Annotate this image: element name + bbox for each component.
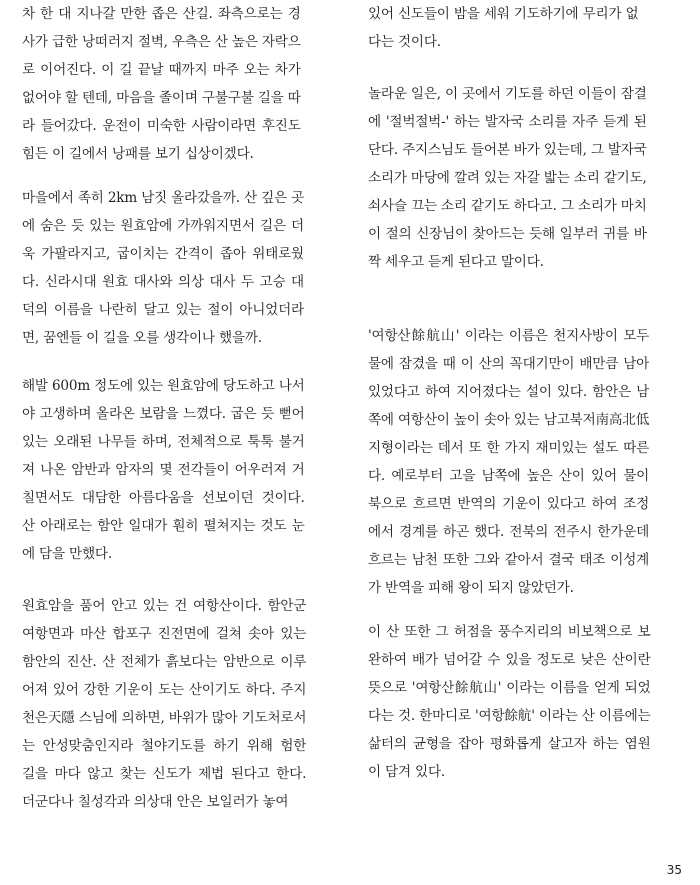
text-line: 놀라운 일은, 이 곳에서 기도를 하던 이들이 잠결 <box>368 86 647 102</box>
text-line: '여항산餘航山' 이라는 이름은 천지사방이 모두 <box>368 328 650 344</box>
text-line: 차 한 대 지나갈 만한 좁은 산길. 좌측으로는 경 <box>22 6 301 22</box>
paragraph <box>22 184 304 352</box>
text-line: 해발 600m 정도에 있는 원효암에 당도하고 나서 <box>22 378 305 394</box>
text-line: 소리가 마당에 깔려 있는 자갈 밟는 소리 같기도, <box>368 170 647 186</box>
text-line: 삶터의 균형을 잡아 평화롭게 살고자 하는 염원 <box>368 736 651 752</box>
text-line: 다는 것. 한마디로 '여항餘航' 이라는 산 이름에는 <box>368 708 651 724</box>
text-line: 로 이어진다. 이 길 끝날 때까지 마주 오는 차가 <box>22 62 301 78</box>
text-line: 다. 예로부터 고을 남쪽에 높은 산이 있어 물이 <box>368 468 650 484</box>
paragraph <box>368 80 647 276</box>
text-line: 여항면과 마산 합포구 진전면에 걸쳐 솟아 있는 <box>22 626 307 642</box>
text-line: 힘든 이 길에서 낭패를 보기 십상이겠다. <box>22 146 254 162</box>
text-line: 이 산 또한 그 허점을 풍수지리의 비보책으로 보 <box>368 624 651 640</box>
text-line: 는 안성맞춤인지라 철야기도를 하기 위해 험한 <box>22 738 307 754</box>
text-line: 있는 오래된 나무들 하며, 전체적으로 툭툭 불거 <box>22 434 305 450</box>
text-line: 흐르는 남천 또한 그와 같아서 결국 태조 이성계 <box>368 552 650 568</box>
paragraph <box>368 618 651 786</box>
text-line: 가 반역을 피해 왕이 되지 않았던가. <box>368 580 574 596</box>
text-line: 쇠사슬 끄는 소리 같기도 하다고. 그 소리가 마치 <box>368 198 647 214</box>
page-number: 35 <box>666 863 682 877</box>
text-line: 북으로 흐르면 반역의 기운이 있다고 하여 조정 <box>368 496 650 512</box>
text-line: 다는 것이다. <box>368 34 441 50</box>
text-line: 다. 신라시대 원효 대사와 의상 대사 두 고승 대 <box>22 274 304 290</box>
text-line: 면, 꿈엔들 이 길을 오를 생각이나 했을까. <box>22 330 262 346</box>
text-line: 단다. 주지스님도 들어본 바가 있는데, 그 발자국 <box>368 142 647 158</box>
text-line: 쪽에 여항산이 높이 솟아 있는 남고북저南高北低 <box>368 412 650 428</box>
paragraph <box>368 322 649 602</box>
text-line: 천은天隱 스님에 의하면, 바위가 많아 기도처로서 <box>22 710 307 726</box>
text-line: 길을 마다 않고 찾는 신도가 제법 된다고 한다. <box>22 766 307 782</box>
text-line: 지형이라는 데서 또 한 가지 재미있는 설도 따른 <box>368 440 650 456</box>
text-line: 없어야 할 텐데, 마음을 졸이며 구불구불 길을 따 <box>22 90 301 106</box>
text-line: 어져 있어 강한 기운이 도는 산이기도 하다. 주지 <box>22 682 307 698</box>
paragraph <box>22 372 305 568</box>
text-line: 져 나온 암반과 암자의 몇 전각들이 어우러져 거 <box>22 462 305 478</box>
text-line: 이 절의 신장님이 찾아드는 듯해 일부러 귀를 바 <box>368 226 647 242</box>
text-line: 짝 세우고 듣게 된다고 말이다. <box>368 254 544 270</box>
text-line: 욱 가팔라지고, 굽이치는 간격이 좁아 위태로웠 <box>22 246 304 262</box>
text-line: 원효암을 품어 안고 있는 건 여항산이다. 함안군 <box>22 598 307 614</box>
text-line: 에서 경계를 하곤 했다. 전북의 전주시 한가운데 <box>368 524 650 540</box>
paragraph <box>22 0 301 168</box>
text-line: 에 담을 만했다. <box>22 546 112 562</box>
text-line: 뜻으로 '여항산餘航山' 이라는 이름을 얻게 되었 <box>368 680 651 696</box>
paragraph <box>368 0 638 56</box>
text-line: 산 아래로는 함안 일대가 훤히 펼쳐지는 것도 눈 <box>22 518 305 534</box>
text-line: 덕의 이름을 나란히 달고 있는 절이 아니었더라 <box>22 302 304 318</box>
text-line: 라 들어갔다. 운전이 미숙한 사람이라면 후진도 <box>22 118 301 134</box>
text-line: 사가 급한 낭떠러지 절벽, 우측은 산 높은 자락으 <box>22 34 301 50</box>
text-line: 마을에서 족히 2km 남짓 올라갔을까. 산 깊은 곳 <box>22 190 304 206</box>
text-line: 있어 신도들이 밤을 세워 기도하기에 무리가 없 <box>368 6 639 22</box>
text-line: 이 담겨 있다. <box>368 764 446 780</box>
text-line: 더군다나 칠성각과 의상대 안은 보일러가 놓여 <box>22 794 289 810</box>
text-line: 있었다고 하여 지어졌다는 설이 있다. 함안은 남 <box>368 384 650 400</box>
paragraph <box>22 592 306 816</box>
text-line: 완하여 배가 넘어갈 수 있을 정도로 낮은 산이란 <box>368 652 651 668</box>
text-line: 에 숨은 듯 있는 원효암에 가까워지면서 길은 더 <box>22 218 304 234</box>
text-line: 물에 잠겼을 때 이 산의 꼭대기만이 배만큼 남아 <box>368 356 650 372</box>
text-line: 에 '절벅절벅-' 하는 발자국 소리를 자주 듣게 된 <box>368 114 647 130</box>
text-line: 함안의 진산. 산 전체가 흙보다는 암반으로 이루 <box>22 654 307 670</box>
text-line: 야 고생하며 올라온 보람을 느꼈다. 굽은 듯 뻗어 <box>22 406 305 422</box>
text-line: 칠면서도 대담한 아름다움을 선보이던 것이다. <box>22 490 305 506</box>
